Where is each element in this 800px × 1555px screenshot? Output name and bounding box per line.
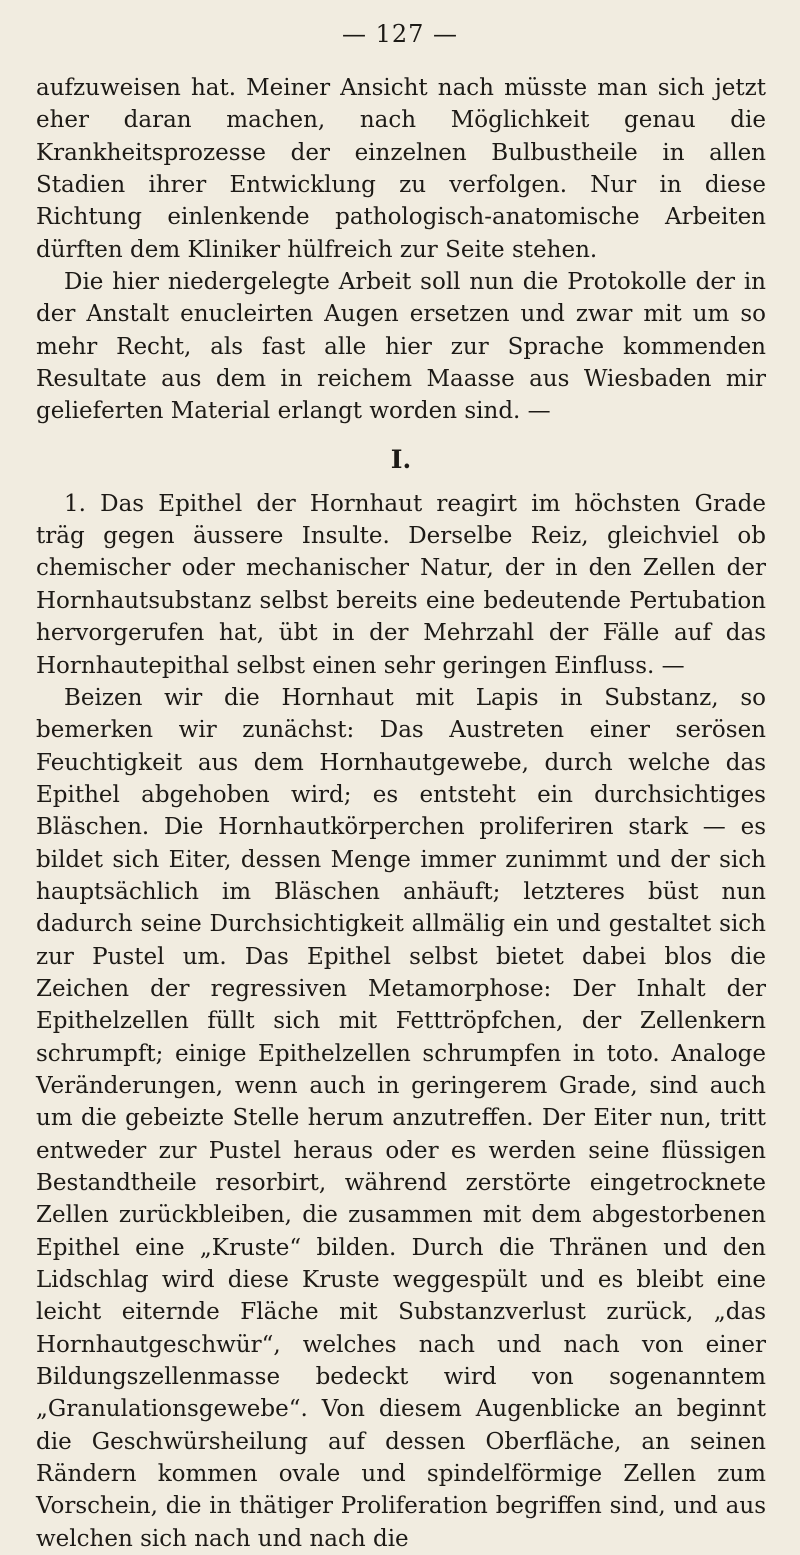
paragraph-beizen: Beizen wir die Hornhaut mit Lapis in Substanz, so bemerken wir zunächst: Das Austreten einer serösen Feuchtigkeit aus dem Hornhautgewebe, durch welche das Epithel abgehoben wird; es entsteht ein durchsichtiges Bläschen. Die Hornhautkörperchen proliferiren stark — es bildet sich Eiter, dessen Menge immer zunimmt und der sich hauptsächlich im Bläschen anhäuft; letzteres büst nun dadurch seine Durchsichtigkeit allmälig ein und gestaltet sich zur Pustel um. Das Epithel selbst bietet dabei blos die Zeichen der regressiven Metamorphose: Der Inhalt der Epithelzellen füllt sich mit Fetttröpfchen, der Zellenkern schrumpft; einige Epithelzellen schrumpfen in toto. Analoge Veränderungen, wenn auch in geringerem Grade, sind auch um die gebeizte Stelle herum anzutreffen. Der Eiter nun, tritt entweder zur Pustel heraus oder es werden seine flüssigen Bestandtheile resorbirt, während zerstörte eingetrocknete Zellen zurückbleiben, die zusammen mit dem abgestorbenen Epithel eine „Kruste“ bilden. Durch die Thränen und den Lidschlag wird diese Kruste weggespült und es bleibt eine leicht eiternde Fläche mit Substanzverlust zurück, „das Hornhautgeschwür“, welches nach und nach von einer Bildungszellenmasse bedeckt wird von sogenanntem „Granulationsgewebe“. Von diesem Augenblicke an beginnt die Geschwürsheilung auf dessen Oberfläche, an seinen Rändern kommen ovale und spindelförmige Zellen zum Vorschein, die in thätiger Proliferation begriffen sind, und aus welchen sich nach und nach die (36, 684, 766, 1552)
paragraph-protokolle: Die hier niedergelegte Arbeit soll nun die Protokolle der in der Anstalt enucleirten Augen ersetzen und zwar mit um so mehr Recht, als fast alle hier zur Sprache kommenden Resultate aus dem in reichem Maasse aus Wiesbaden mir gelieferten Material erlangt worden sind. — (36, 269, 766, 425)
paragraph-continuation: aufzuweisen hat. Meiner Ansicht nach müsste man sich jetzt eher daran machen, nach Möglichkeit genau die Krankheitsprozesse der einzelnen Bulbustheile in allen Stadien ihrer Entwicklung zu verfolgen. Nur in diese Richtung einlenkende pathologisch-anatomische Arbeiten dürften dem Kliniker hülfreich zur Seite stehen. (36, 75, 766, 263)
section-heading: I. (390, 444, 412, 474)
page-body (36, 72, 766, 1555)
paragraph-epithel: 1. Das Epithel der Hornhaut reagirt im höchsten Grade träg gegen äussere Insulte. Derselbe Reiz, gleichviel ob chemischer oder mechanischer Natur, der in den Zellen der Hornhautsubstanz selbst bereits eine bedeutende Pertubation hervorgerufen hat, übt in der Mehrzahl der Fälle auf das Hornhautepithal selbst einen sehr geringen Einfluss. — (36, 490, 766, 679)
page-number: — 127 — (341, 20, 459, 48)
